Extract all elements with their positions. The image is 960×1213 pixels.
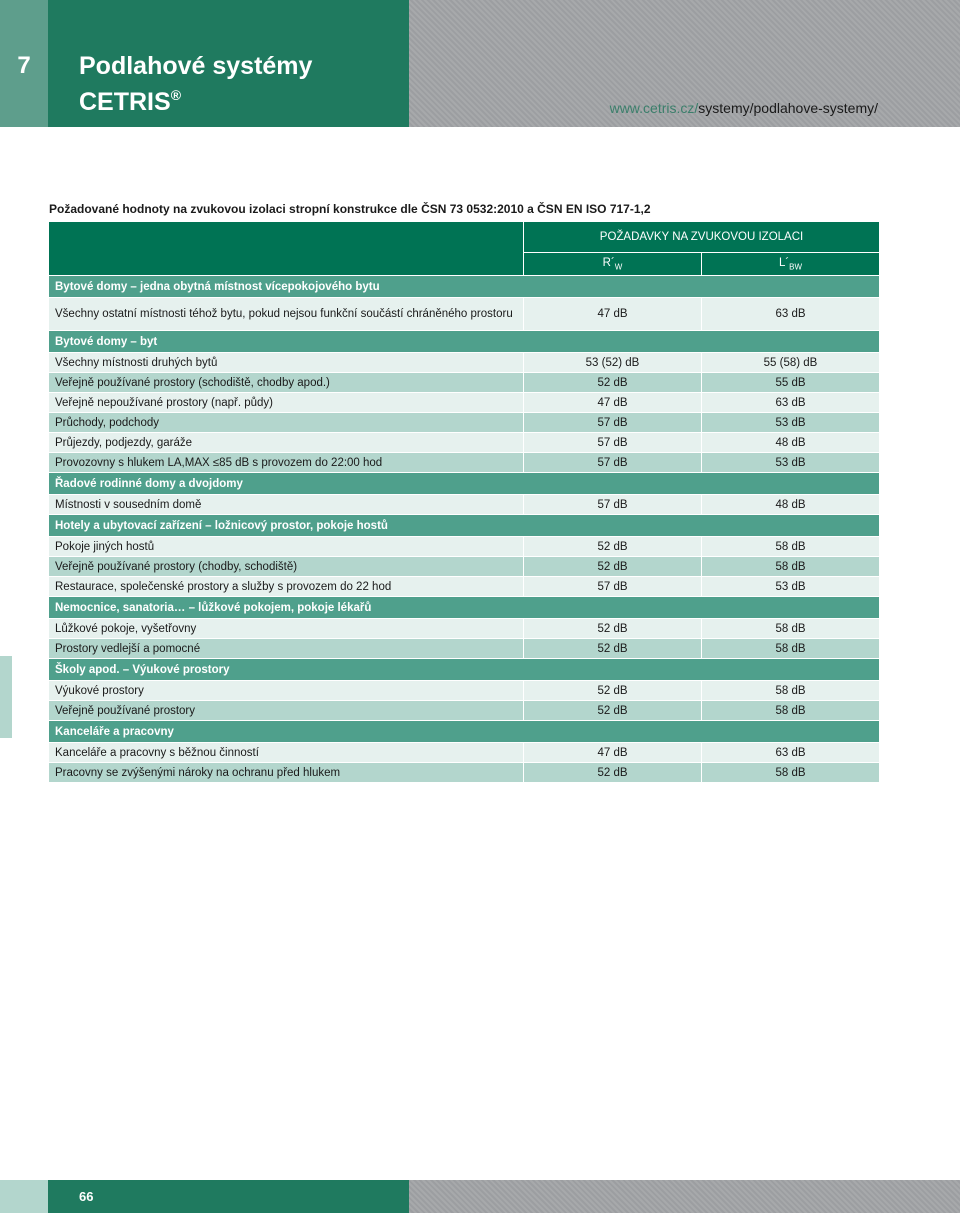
chapter-box <box>0 0 48 127</box>
row-value-lbw: 58 dB <box>702 681 880 701</box>
row-value-lbw: 58 dB <box>702 639 880 659</box>
row-label: Restaurace, společenské prostory a služby s provozem do 22 hod <box>49 577 524 597</box>
title-line2: CETRIS <box>79 88 171 116</box>
section-title: Nemocnice, sanatoria… – lůžkové pokojem, pokoje lékařů <box>49 597 880 619</box>
section-title: Hotely a ubytovací zařízení – ložnicový prostor, pokoje hostů <box>49 515 880 537</box>
row-value-lbw: 48 dB <box>702 495 880 515</box>
table-row <box>49 701 880 721</box>
row-value-lbw: 53 dB <box>702 413 880 433</box>
row-value-lbw: 53 dB <box>702 577 880 597</box>
url-path: systemy/podlahove-systemy/ <box>698 100 878 116</box>
table-row <box>49 413 880 433</box>
table-row <box>49 557 880 577</box>
section-header-row <box>49 659 880 681</box>
page-footer <box>0 1180 960 1213</box>
table-row <box>49 495 880 515</box>
row-value-lbw: 55 dB <box>702 373 880 393</box>
table-row <box>49 453 880 473</box>
row-value-rw: 57 dB <box>524 413 702 433</box>
table-row <box>49 298 880 331</box>
table-row <box>49 681 880 701</box>
footer-left-block <box>0 1180 48 1213</box>
row-value-rw: 47 dB <box>524 743 702 763</box>
row-value-lbw: 58 dB <box>702 701 880 721</box>
row-label: Veřejně používané prostory (schodiště, chodby apod.) <box>49 373 524 393</box>
row-label: Místnosti v sousedním domě <box>49 495 524 515</box>
section-header-row <box>49 276 880 298</box>
side-accent-bar <box>0 656 12 738</box>
row-value-rw: 57 dB <box>524 577 702 597</box>
table-row <box>49 373 880 393</box>
table-row <box>49 763 880 783</box>
row-value-rw: 52 dB <box>524 701 702 721</box>
row-value-rw: 47 dB <box>524 393 702 413</box>
table-row <box>49 577 880 597</box>
table-body <box>49 276 880 783</box>
row-label: Kanceláře a pracovny s běžnou činností <box>49 743 524 763</box>
footer-green-block <box>48 1180 409 1213</box>
table-row <box>49 537 880 557</box>
row-value-rw: 57 dB <box>524 453 702 473</box>
row-label: Výukové prostory <box>49 681 524 701</box>
row-value-rw: 52 dB <box>524 639 702 659</box>
chapter-number: 7 <box>17 52 31 79</box>
row-label: Průjezdy, podjezdy, garáže <box>49 433 524 453</box>
section-title: Bytové domy – jedna obytná místnost vícepokojového bytu <box>49 276 880 298</box>
row-value-lbw: 63 dB <box>702 298 880 331</box>
row-label: Všechny místnosti druhých bytů <box>49 353 524 373</box>
row-value-lbw: 63 dB <box>702 393 880 413</box>
page-header <box>0 0 960 127</box>
row-value-lbw: 55 (58) dB <box>702 353 880 373</box>
row-value-lbw: 58 dB <box>702 763 880 783</box>
row-value-rw: 57 dB <box>524 433 702 453</box>
row-value-rw: 47 dB <box>524 298 702 331</box>
row-label: Lůžkové pokoje, vyšetřovny <box>49 619 524 639</box>
section-title: Bytové domy – byt <box>49 331 880 353</box>
row-value-lbw: 53 dB <box>702 453 880 473</box>
row-value-lbw: 58 dB <box>702 619 880 639</box>
header-empty-cell <box>49 222 524 276</box>
registered-mark: ® <box>170 87 182 103</box>
row-label: Pracovny se zvýšenými nároky na ochranu před hlukem <box>49 763 524 783</box>
row-label: Prostory vedlejší a pomocné <box>49 639 524 659</box>
group-header: POŽADAVKY NA ZVUKOVOU IZOLACI <box>524 222 880 253</box>
table-row <box>49 393 880 413</box>
row-value-lbw: 48 dB <box>702 433 880 453</box>
footer-texture <box>409 1180 960 1213</box>
row-label: Veřejně používané prostory (chodby, schodiště) <box>49 557 524 577</box>
row-value-rw: 52 dB <box>524 373 702 393</box>
table-row <box>49 353 880 373</box>
section-header-row <box>49 597 880 619</box>
section-title: Kanceláře a pracovny <box>49 721 880 743</box>
table-row <box>49 743 880 763</box>
section-header-row <box>49 473 880 495</box>
row-value-rw: 52 dB <box>524 763 702 783</box>
row-label: Pokoje jiných hostů <box>49 537 524 557</box>
table-caption: Požadované hodnoty na zvukovou izolaci stropní konstrukce dle ČSN 73 0532:2010 a ČSN EN ISO 717-1,2 <box>49 202 651 216</box>
row-value-rw: 52 dB <box>524 681 702 701</box>
row-value-lbw: 58 dB <box>702 557 880 577</box>
row-label: Průchody, podchody <box>49 413 524 433</box>
table-row <box>49 433 880 453</box>
title-line1: Podlahové systémy <box>79 52 313 80</box>
row-value-rw: 52 dB <box>524 537 702 557</box>
row-label: Provozovny s hlukem LA,MAX ≤85 dB s provozem do 22:00 hod <box>49 453 524 473</box>
row-value-rw: 53 (52) dB <box>524 353 702 373</box>
section-title: Řadové rodinné domy a dvojdomy <box>49 473 880 495</box>
page-title <box>79 52 312 117</box>
row-value-lbw: 63 dB <box>702 743 880 763</box>
table-row <box>49 619 880 639</box>
sound-insulation-table <box>48 221 880 783</box>
section-header-row <box>49 515 880 537</box>
title-box <box>48 0 409 127</box>
column-header-rw: $R´_W$ <box>524 253 702 276</box>
page-number: 66 <box>79 1189 94 1204</box>
section-header-row <box>49 331 880 353</box>
row-label: Veřejně používané prostory <box>49 701 524 721</box>
row-value-lbw: 58 dB <box>702 537 880 557</box>
section-header-row <box>49 721 880 743</box>
page-url[interactable] <box>610 100 878 116</box>
section-title: Školy apod. – Výukové prostory <box>49 659 880 681</box>
row-value-rw: 52 dB <box>524 619 702 639</box>
row-label: Všechny ostatní místnosti téhož bytu, pokud nejsou funkční součástí chráněného prostoru <box>49 298 524 331</box>
row-value-rw: 57 dB <box>524 495 702 515</box>
column-header-lbw: $L´_{BW}$ <box>702 253 880 276</box>
row-label: Veřejně nepoužívané prostory (např. půdy) <box>49 393 524 413</box>
table-row <box>49 639 880 659</box>
row-value-rw: 52 dB <box>524 557 702 577</box>
url-base: www.cetris.cz/ <box>609 100 699 116</box>
